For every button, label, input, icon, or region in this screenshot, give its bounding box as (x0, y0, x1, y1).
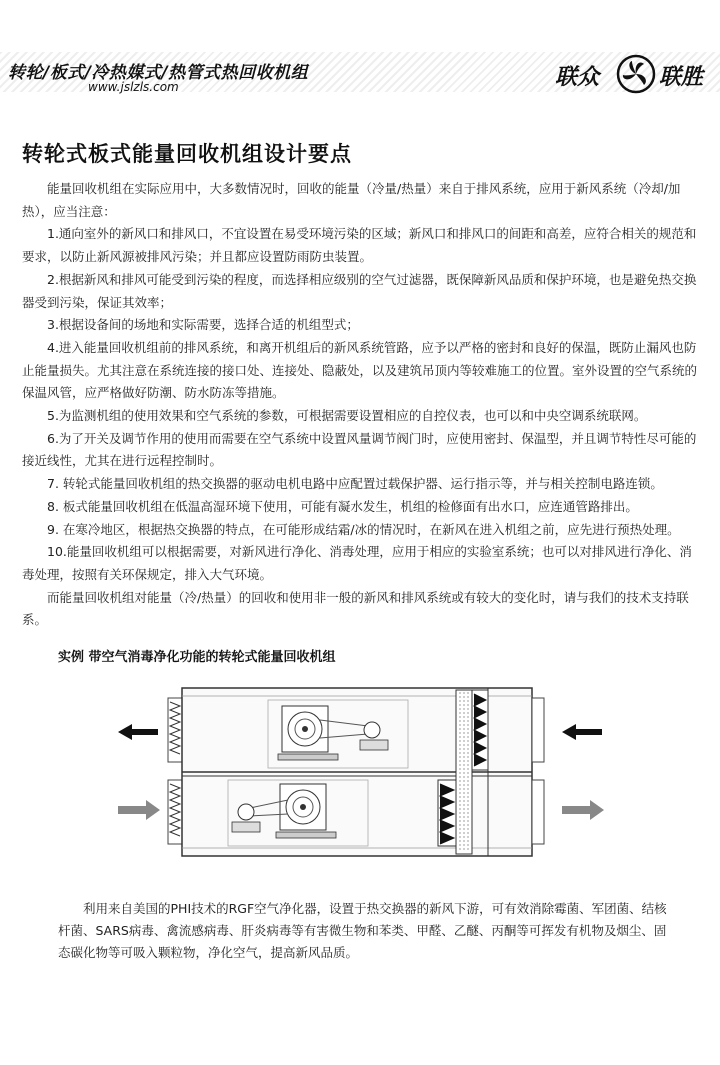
right-coil-upper (532, 698, 544, 762)
right-coil-lower (532, 780, 544, 844)
caption (58, 898, 668, 964)
list-item: 6.为了开关及调节作用的使用而需要在空气系统中设置风量调节阀门时，应使用密封、保温型，并且调节特性尽可能的接近线性，尤其在进行远程控制时。 (22, 430, 697, 469)
arrow-left-icon (562, 724, 602, 740)
header-title: 转轮/板式/冷热媒式/热管式热回收机组 (8, 63, 309, 83)
intro-paragraph: 能量回收机组在实际应用中，大多数情况时，回收的能量（冷量/热量）来自于排风系统，应用于新风系统（冷却/加热），应当注意： (22, 181, 681, 219)
fan-logo-icon (616, 54, 656, 94)
list-item: 7. 转轮式能量回收机组的热交换器的驱动电机电路中应配置过载保护器、运行指示等，并与相关控制电路连锁。 (47, 476, 663, 492)
unit-diagram (110, 680, 610, 870)
brand-right: 联胜 (659, 65, 704, 90)
arrow-left-icon (118, 724, 158, 740)
left-coil-upper (168, 698, 182, 762)
brand-left: 联众 (555, 65, 600, 90)
list-item: 10.能量回收机组可以根据需要，对新风进行净化、消毒处理，应用于相应的实验室系统；也可以对排风进行净化、消毒处理，按照有关环保规定，排入大气环境。 (22, 544, 692, 582)
body-text (22, 178, 702, 632)
caption-text: 利用来自美国的PHI技术的RGF空气净化器，设置于热交换器的新风下游，可有效消除霉菌、军团菌、结核杆菌、SARS病毒、禽流感病毒、肝炎病毒等有害微生物和苯类、甲醛、乙醚、丙酮等可挥发有机物及烟尘、固态碳化物等可吸入颗粒物，净化空气，提高新风品质。 (58, 901, 667, 960)
list-item: 3.根据设备间的场地和实际需要，选择合适的机组型式； (47, 317, 359, 333)
arrow-right-icon (118, 800, 160, 820)
list-item: 1.通向室外的新风口和排风口，不宜设置在易受环境污染的区域；新风口和排风口的间距和高差，应符合相关的规范和要求，以防止新风源被排风污染；并且都应设置防雨防虫装置。 (22, 226, 697, 265)
list-item: 2.根据新风和排风可能受到污染的程度，而选择相应级别的空气过滤器，既保障新风品质和保护环境，也是避免热交换器受到污染，保证其效率； (22, 271, 697, 310)
list-item: 9. 在寒冷地区，根据热交换器的特点，在可能形成结霜/冰的情况时，在新风在进入机组之前，应先进行预热处理。 (47, 521, 680, 537)
page-header (0, 0, 720, 105)
left-coil-lower (168, 780, 182, 844)
list-item: 8. 板式能量回收机组在低温高湿环境下使用，可能有凝水发生，机组的检修面有出水口，应连通管路排出。 (47, 498, 638, 514)
list-item: 4.进入能量回收机组前的排风系统，和离开机组后的新风系统管路，应予以严格的密封和良好的保温，既防止漏风也防止能量损失。尤其注意在系统连接的接口处、连接处、隐蔽处，以及建筑吊顶内等较难施工的位置。室外设置的空气系统的保温风管，应严格做好防潮、防水防冻等措施。 (22, 339, 698, 401)
filter-panel (472, 690, 488, 770)
closing-paragraph: 而能量回收机组对能量（冷/热量）的回收和使用非一般的新风和排风系统或有较大的变化时，请与我们的技术支持联系。 (22, 589, 689, 628)
arrow-right-icon (562, 800, 604, 820)
list-item: 5.为监测机组的使用效果和空气系统的参数，可根据需要设置相应的自控仪表，也可以和中央空调系统联网。 (47, 408, 647, 424)
example-title: 实例 带空气消毒净化功能的转轮式能量回收机组 (58, 650, 336, 665)
header-url: www.jslzls.com (88, 80, 179, 94)
heat-wheel (456, 690, 472, 854)
filter-panel (438, 780, 456, 846)
page-title: 转轮式板式能量回收机组设计要点 (22, 142, 352, 166)
